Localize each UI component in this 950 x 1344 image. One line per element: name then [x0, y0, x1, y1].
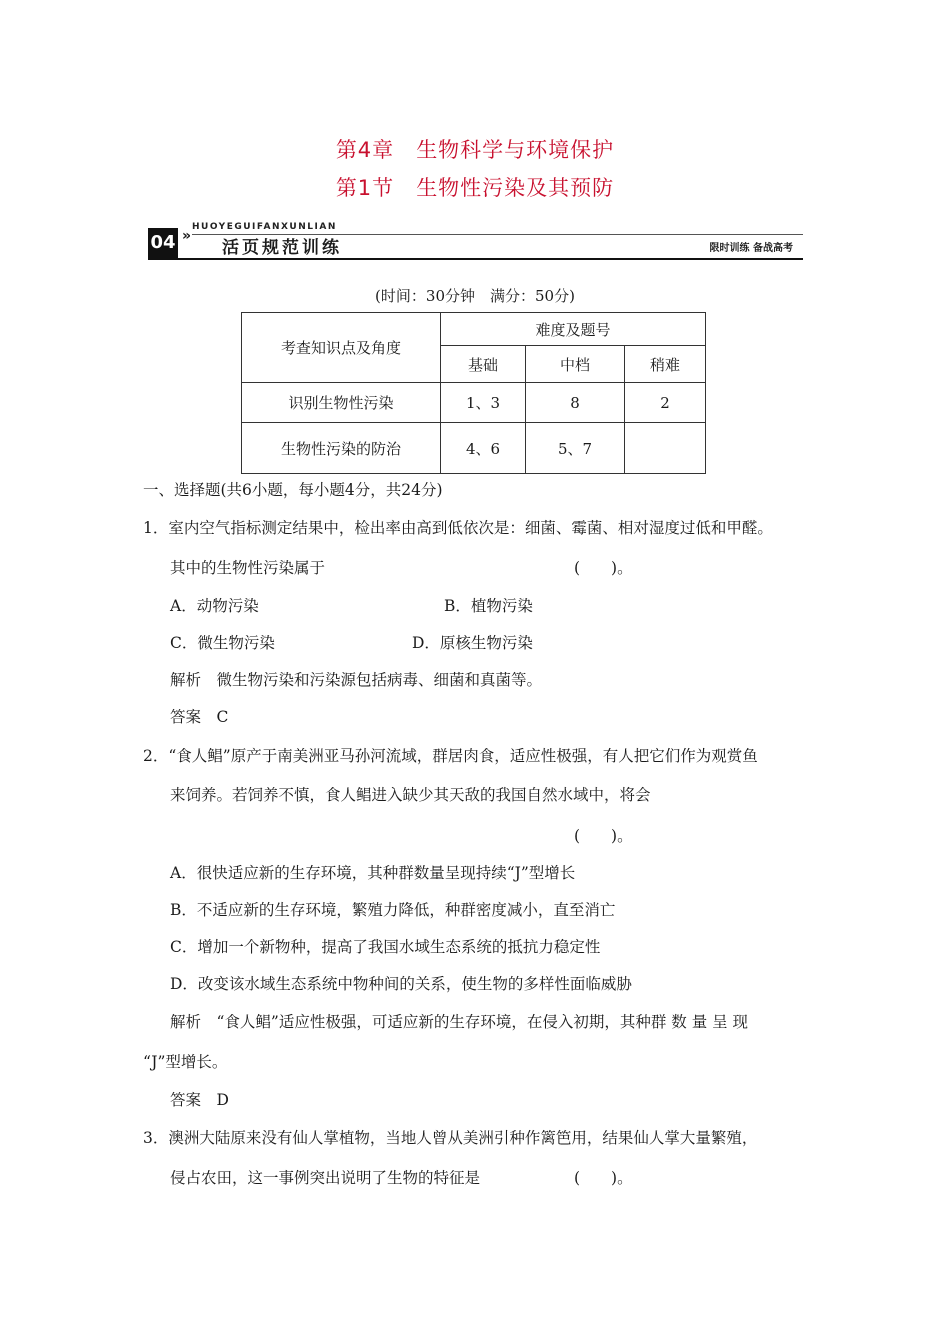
table-row — [242, 423, 706, 474]
q2-option-a: A．很快适应新的生存环境，其种群数量呈现持续“J”型增长 — [170, 864, 576, 882]
row-cell: 2 — [625, 383, 706, 423]
q1-answer-blank: ( )。 — [574, 559, 633, 577]
q2-option-c: C．增加一个新物种，提高了我国水域生态系统的抵抗力稳定性 — [170, 938, 601, 956]
chapter-number: 第4章 — [335, 138, 395, 162]
section-heading: 一、选择题(共6小题，每小题4分，共24分) — [143, 481, 443, 499]
q3-stem-line2: 侵占农田，这一事例突出说明了生物的特征是 — [170, 1169, 481, 1187]
level-basic: 基础 — [441, 346, 526, 383]
chapter-name: 生物科学与环境保护 — [416, 138, 615, 162]
q2-analysis-line1: 解析 “食人鲳”适应性极强，可适应新的生存环境，在侵入初期，其种群 数 量 呈 现 — [170, 1013, 749, 1031]
level-hard: 稍难 — [625, 346, 706, 383]
row-topic: 生物性污染的防治 — [242, 423, 441, 474]
row-cell: 5、7 — [526, 423, 625, 474]
banner-slogan: 限时训练 备战高考 — [709, 243, 793, 254]
practice-banner — [148, 222, 803, 262]
q1-analysis: 解析 微生物污染和污染源包括病毒、细菌和真菌等。 — [170, 671, 543, 689]
row-cell: 8 — [526, 383, 625, 423]
q2-option-b: B．不适应新的生存环境，繁殖力降低，种群密度减小，直至消亡 — [170, 901, 616, 919]
q2-stem-line2: 来饲养。若饲养不慎，食人鲳进入缺少其天敌的我国自然水域中，将会 — [170, 786, 651, 804]
q3-answer-blank: ( )。 — [574, 1169, 633, 1187]
table-group-header: 难度及题号 — [441, 313, 706, 346]
row-cell — [625, 423, 706, 474]
row-topic: 识别生物性污染 — [242, 383, 441, 423]
q1-option-d: D．原核生物污染 — [412, 634, 533, 652]
knowledge-table — [241, 312, 706, 474]
section-title — [0, 172, 950, 202]
banner-label: 活页规范训练 — [222, 238, 342, 258]
level-medium: 中档 — [526, 346, 625, 383]
q1-stem-line1: 1．室内空气指标测定结果中，检出率由高到低依次是：细菌、霉菌、相对湿度过低和甲醛。 — [143, 519, 773, 537]
q2-analysis-line2: “J”型增长。 — [143, 1053, 228, 1071]
banner-pinyin: HUOYEGUIFANXUNLIAN — [192, 222, 337, 232]
chapter-title — [0, 134, 950, 164]
q1-option-c: C．微生物污染 — [170, 634, 275, 652]
banner-rule — [148, 258, 803, 260]
q1-answer: 答案 C — [170, 708, 229, 726]
time-info: (时间：30分钟 满分：50分) — [375, 287, 575, 305]
q2-stem-line1: 2．“食人鲳”原产于南美洲亚马孙河流域，群居肉食，适应性极强，有人把它们作为观赏鱼 — [143, 747, 758, 765]
q2-answer-blank: ( )。 — [574, 827, 633, 845]
q3-stem-line1: 3．澳洲大陆原来没有仙人掌植物，当地人曾从美洲引种作篱笆用，结果仙人掌大量繁殖， — [143, 1129, 758, 1147]
double-chevron-icon: » — [182, 228, 192, 244]
banner-number-badge: 04 — [148, 228, 178, 258]
q1-option-b: B．植物污染 — [444, 597, 533, 615]
table-row — [242, 383, 706, 423]
row-cell: 1、3 — [441, 383, 526, 423]
section-name: 生物性污染及其预防 — [416, 176, 615, 200]
q2-answer: 答案 D — [170, 1091, 229, 1109]
table-corner-header: 考查知识点及角度 — [242, 313, 441, 383]
q1-stem-line2: 其中的生物性污染属于 — [170, 559, 326, 577]
q1-option-a: A．动物污染 — [170, 597, 259, 615]
q2-option-d: D．改变该水域生态系统中物种间的关系，使生物的多样性面临威胁 — [170, 975, 632, 993]
section-number: 第1节 — [335, 176, 395, 200]
row-cell: 4、6 — [441, 423, 526, 474]
